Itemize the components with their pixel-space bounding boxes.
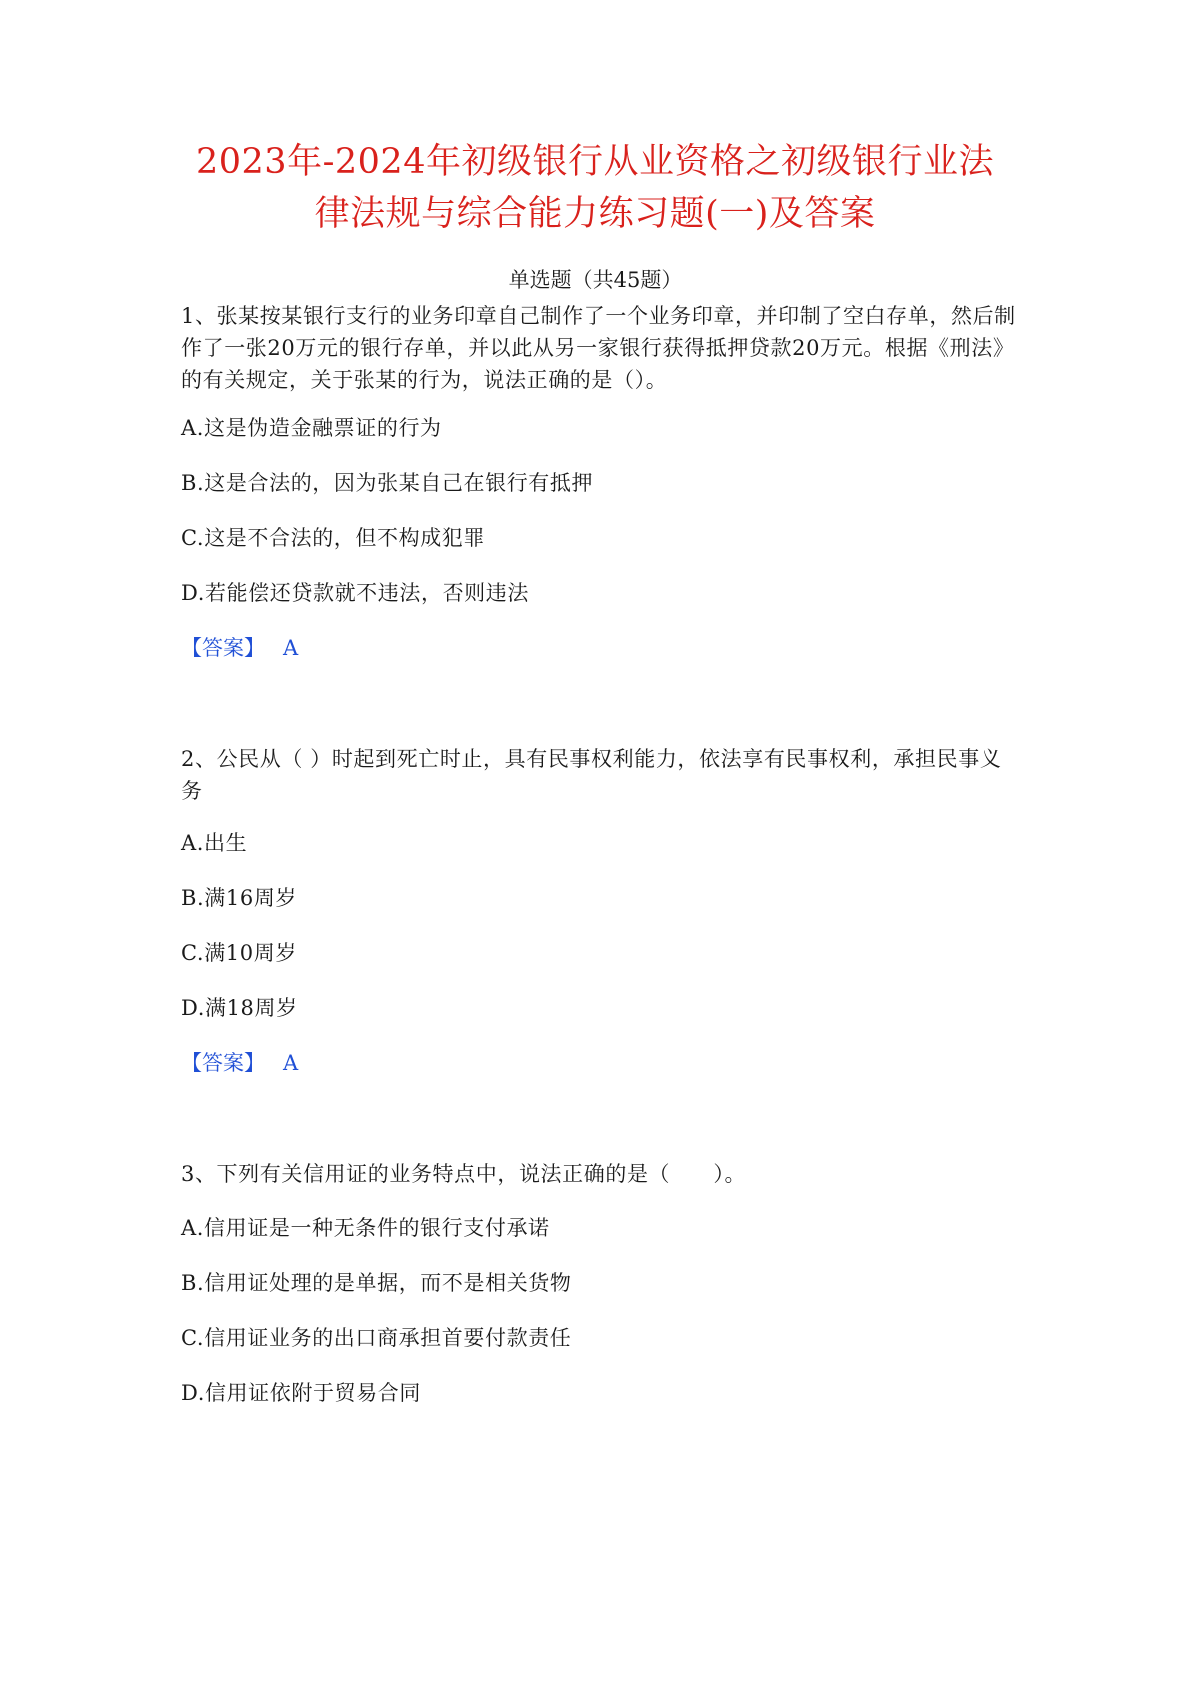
answer-label: 【答案】 (181, 1051, 265, 1075)
question-3-option-c: C.信用证业务的出口商承担首要付款责任 (181, 1326, 572, 1350)
answer-value: A (283, 1051, 299, 1075)
question-2-option-c: C.满10周岁 (181, 941, 297, 965)
question-2-stem: 2、公民从（ ）时起到死亡时止，具有民事权利能力，依法享有民事权利，承担民事义务 (181, 747, 1002, 803)
question-2-answer (181, 1048, 298, 1078)
title-line-2: 律法规与综合能力练习题(一)及答案 (314, 194, 876, 234)
question-2-option-a: A.出生 (181, 831, 248, 855)
question-1-option-b: B.这是合法的，因为张某自己在银行有抵押 (181, 471, 594, 495)
question-3-option-a: A.信用证是一种无条件的银行支付承诺 (181, 1216, 550, 1240)
document-title (150, 136, 1040, 240)
question-3-option-b: B.信用证处理的是单据，而不是相关货物 (181, 1271, 572, 1295)
question-3-option-d: D.信用证依附于贸易合同 (181, 1381, 421, 1405)
question-1-option-a: A.这是伪造金融票证的行为 (181, 416, 442, 440)
answer-value: A (283, 636, 299, 660)
question-2-option-d: D.满18周岁 (181, 996, 298, 1020)
question-1-option-c: C.这是不合法的，但不构成犯罪 (181, 526, 485, 550)
section-heading: 单选题（共45题） (508, 268, 683, 292)
question-1-option-d: D.若能偿还贷款就不违法，否则违法 (181, 581, 529, 605)
question-3-stem: 3、下列有关信用证的业务特点中，说法正确的是（ ）。 (181, 1162, 747, 1186)
answer-label: 【答案】 (181, 636, 265, 660)
question-2-option-b: B.满16周岁 (181, 886, 298, 910)
title-line-1: 2023年-2024年初级银行从业资格之初级银行业法 (196, 142, 994, 182)
question-1-stem: 1、张某按某银行支行的业务印章自己制作了一个业务印章，并印制了空白存单，然后制作了一张20万元的银行存单，并以此从另一家银行获得抵押贷款20万元。根据《刑法》的有关规定，关于张某的行为，说法正确的是（）。 (181, 304, 1016, 392)
question-1-answer (181, 633, 298, 663)
